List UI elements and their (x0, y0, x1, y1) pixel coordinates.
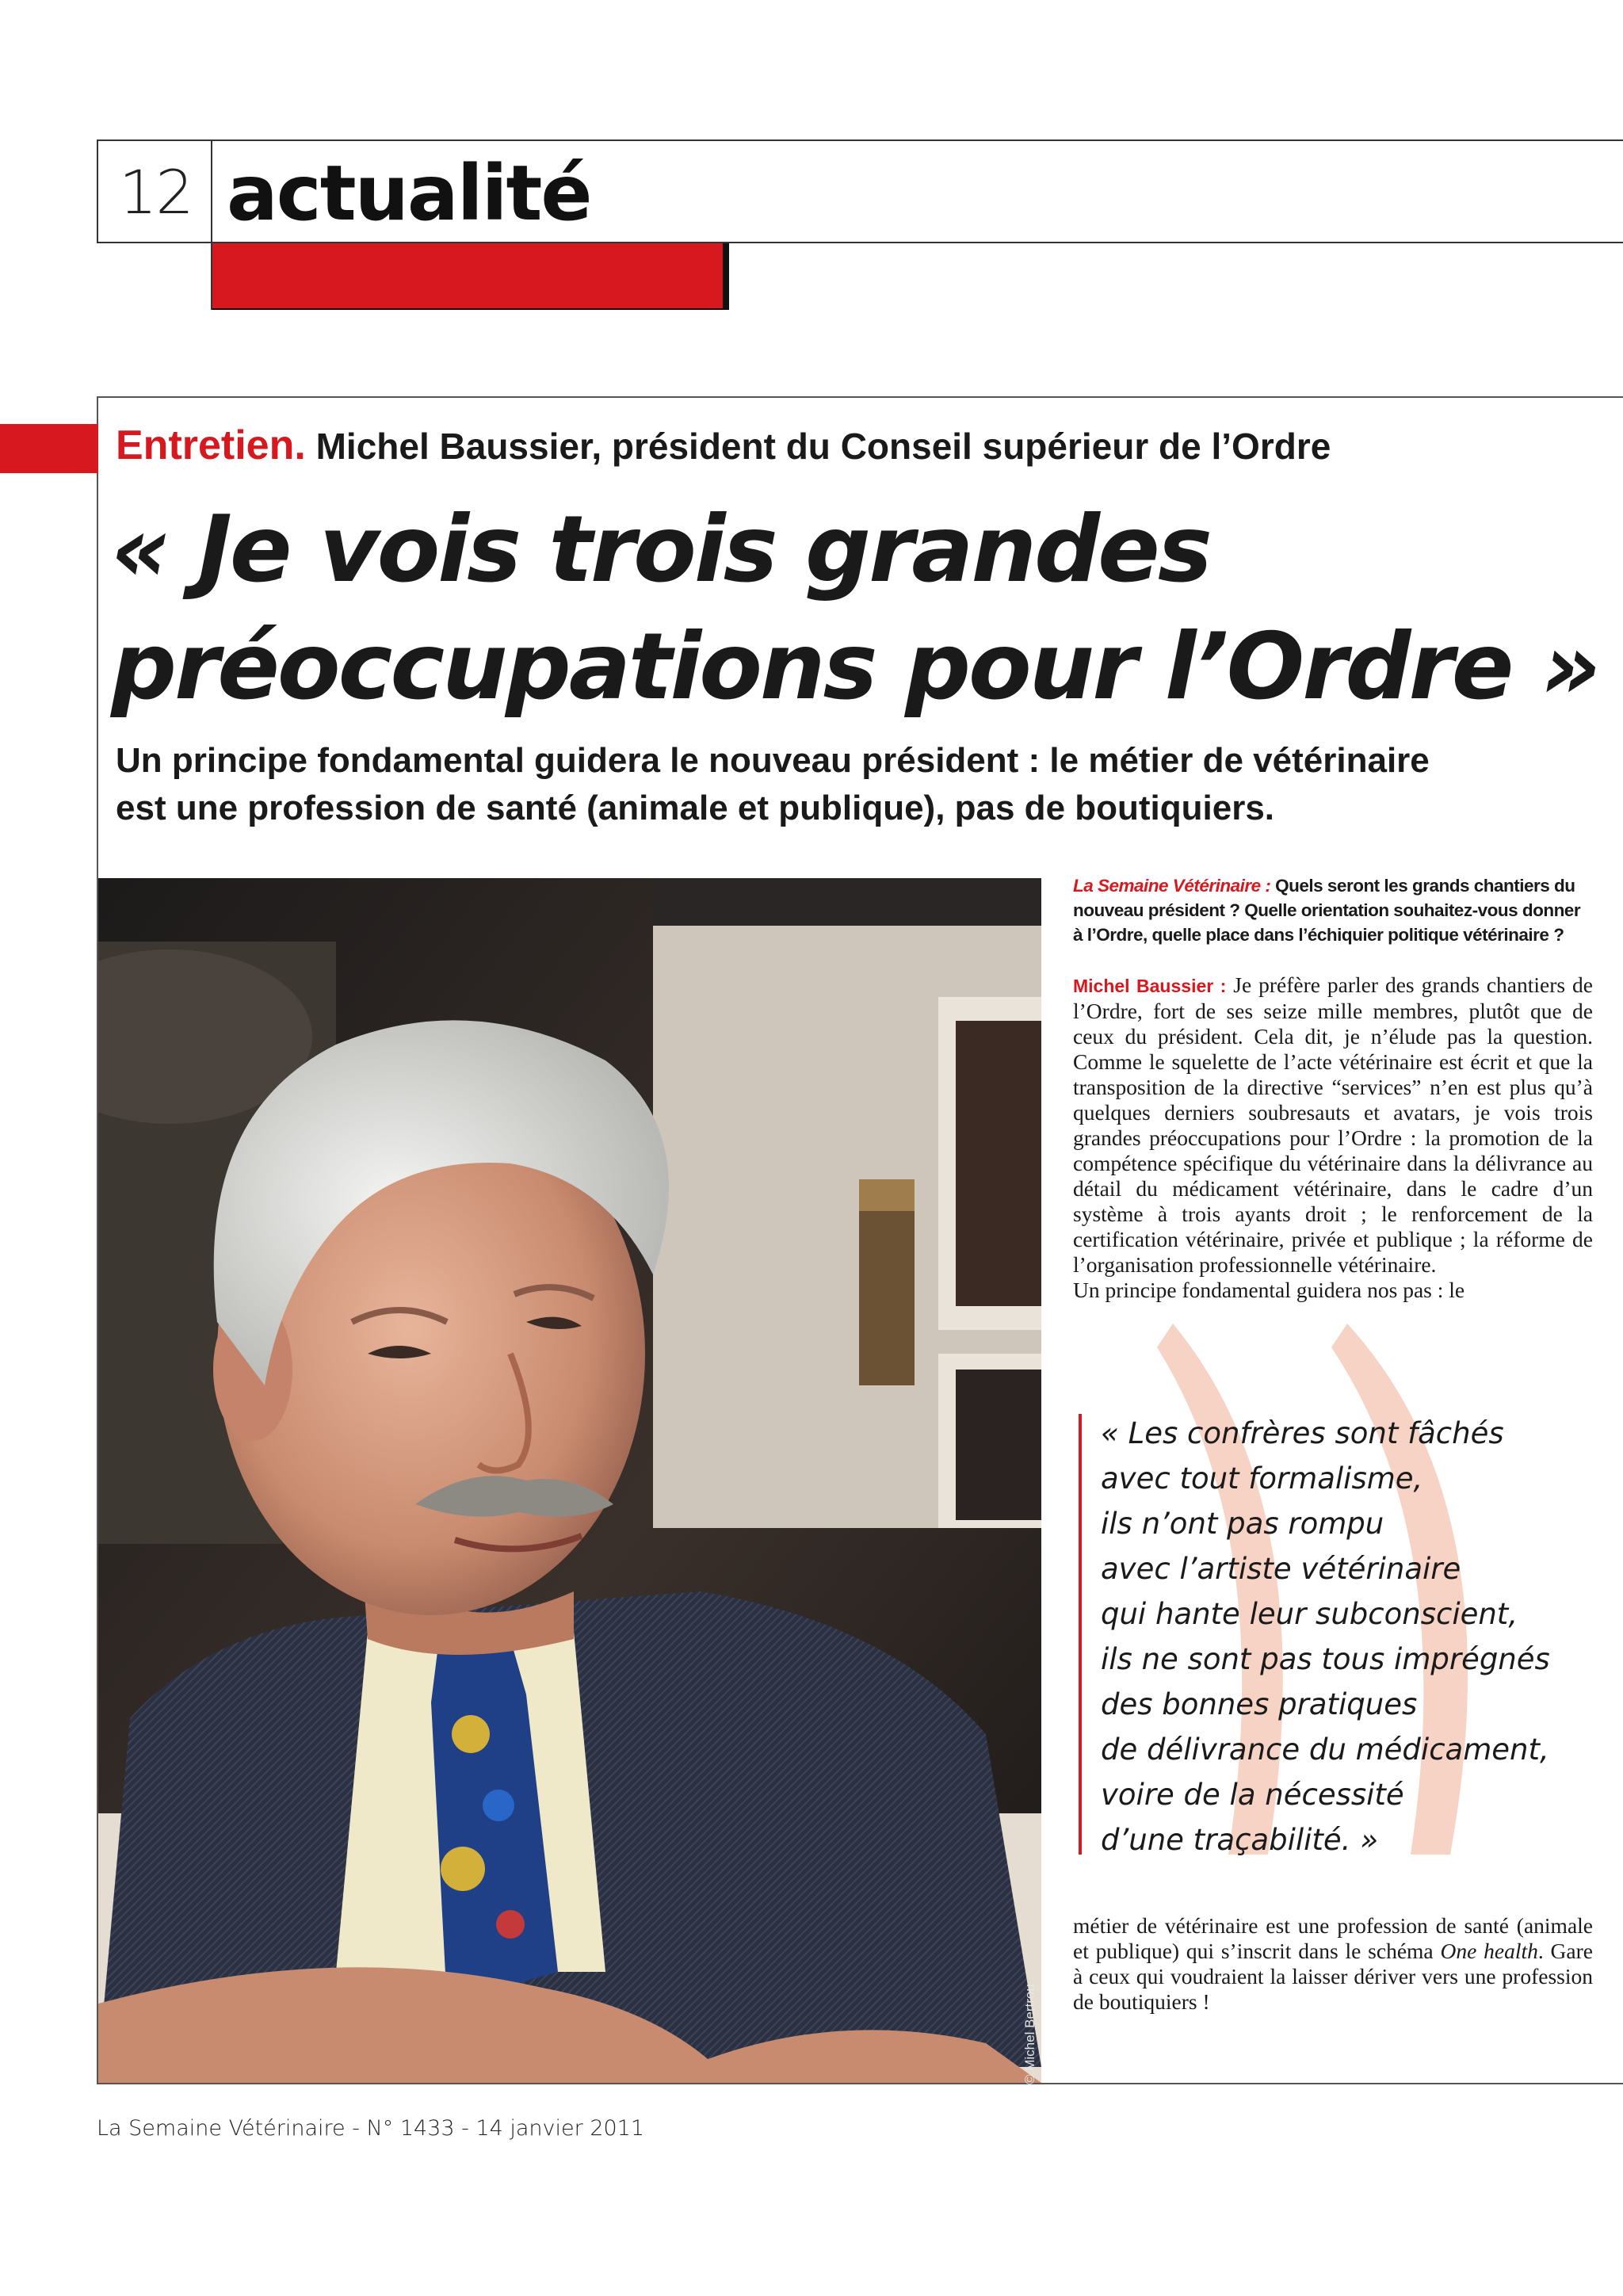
pullquote-line: de délivrance du médicament, (1101, 1733, 1549, 1767)
article-red-tab (0, 424, 98, 473)
question-label: La Semaine Vétérinaire : (1073, 876, 1271, 896)
section-red-block (212, 243, 727, 310)
section-red-block-shadow (723, 243, 729, 310)
pullquote-line: avec tout formalisme, (1101, 1461, 1423, 1496)
section-red-block-base (212, 308, 729, 310)
standfirst-line-2: est une profession de santé (animale et publique), pas de boutiquiers. (116, 789, 1275, 827)
pullquote-line: d’une traçabilité. » (1101, 1823, 1379, 1857)
answer-label: Michel Baussier : (1073, 976, 1227, 996)
pullquote-bar (1079, 1414, 1082, 1855)
standfirst (116, 737, 1590, 832)
headline-line-1: « Je vois trois grandes (111, 496, 1210, 603)
headline (111, 491, 1601, 726)
question-text: Quels seront les grands chantiers du nouveau président ? Quelle orientation souhaitez-vous donner à l’Ordre, quelle place dans l’échiquier politique vétérinaire ? (1073, 876, 1581, 945)
continuation-text: métier de vétérinaire est une profession de santé (animale et publique) qui s’inscrit dans le schéma (1073, 1913, 1593, 1963)
pullquote-line: « Les confrères sont fâchés (1101, 1416, 1504, 1450)
page-number: 12 (119, 157, 193, 227)
pullquote-line: ils ne sont pas tous imprégnés (1101, 1642, 1550, 1676)
answer-text-2: Un principe fondamental guidera nos pas : le (1073, 1278, 1465, 1302)
interview-question (1073, 873, 1593, 947)
portrait-illustration (98, 878, 1041, 2083)
kicker-text: Michel Baussier, président du Conseil supérieur de l’Ordre (315, 426, 1331, 467)
headline-line-2: préoccupations pour l’Ordre » (111, 613, 1599, 720)
answer-text: Je préfère parler des grands chantiers de l’Ordre, fort de ses seize mille membres, plutôt que de ceux du président. Cela dit, je n’élude pas la question. Comme le squelette de l’acte vétérinaire est écrit et que la transposition de la directive “services” n’en est plus qu’à quelques derniers soubresauts et avatars, je vois trois grandes préoccupations pour l’Ordre : la promotion de la compétence spécifique du vétérinaire dans la délivrance au détail du médicament vétérinaire, dans le cadre d’un système à trois ayants droit ; le renforcement de la certification vétérinaire, privée et publique ; la réforme de l’organisation professionnelle vétérinaire. (1073, 972, 1594, 1277)
photo-credit: © Michel Bertrou (1022, 1984, 1037, 2084)
pullquote-line: voire de la nécessité (1101, 1778, 1404, 1812)
continuation-italic: One health (1440, 1939, 1538, 1963)
header-left-rule (97, 139, 98, 243)
article-bottom-rule (97, 2083, 1623, 2084)
pullquote-line: qui hante leur subconscient, (1101, 1597, 1518, 1631)
header-top-rule (97, 139, 1623, 141)
page-footer: La Semaine Vétérinaire - N° 1433 - 14 janvier 2011 (97, 2116, 645, 2141)
pullquote-line: ils n’ont pas rompu (1101, 1507, 1384, 1541)
section-title: actualité (227, 149, 591, 238)
article-kicker (116, 422, 1331, 469)
article-top-rule (97, 396, 1623, 398)
standfirst-line-1: Un principe fondamental guidera le nouveau président : le métier de vétérinaire (116, 741, 1430, 780)
pullquote (1101, 1411, 1608, 1862)
pullquote-line: avec l’artiste vétérinaire (1101, 1552, 1461, 1586)
continuation-paragraph (1073, 1913, 1593, 2015)
kicker-label: Entretien. (116, 422, 306, 468)
pullquote-line: des bonnes pratiques (1101, 1687, 1418, 1721)
continuation-end: . Gare à ceux qui voudraient la laisser dériver vers une profession de boutiquiers ! (1073, 1939, 1593, 2014)
portrait-photo (98, 878, 1041, 2083)
answer-paragraph (1073, 972, 1593, 1303)
